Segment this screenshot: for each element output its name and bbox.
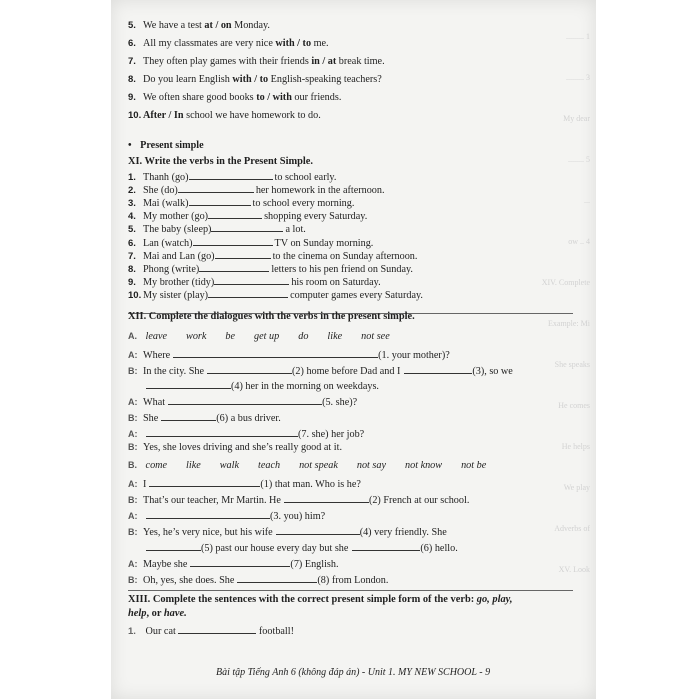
- verb-item: 5. The baby (sleep) a lot.: [128, 224, 306, 236]
- speaker-label: B:: [128, 413, 138, 423]
- verb-item: 1. Thanh (go) to school early.: [128, 172, 337, 183]
- choice-options[interactable]: After / In: [143, 110, 184, 121]
- bleed-line: Example: Mi: [548, 319, 590, 328]
- bleed-line: ......... 3: [566, 73, 590, 82]
- answer-blank[interactable]: [146, 509, 270, 519]
- answer-blank[interactable]: [168, 395, 322, 405]
- speaker-label: B:: [128, 527, 138, 537]
- present-simple-heading: • Present simple: [128, 140, 204, 151]
- dialogue-line: B: She (6) a bus driver.: [128, 413, 281, 424]
- word-bank-word: not speak: [299, 460, 338, 471]
- choice-options[interactable]: with / to: [232, 74, 269, 85]
- choice-options[interactable]: with / to: [275, 38, 312, 49]
- verb-item: 2. She (do) her homework in the afternoon.: [128, 185, 385, 197]
- word-bank-word: not say: [356, 460, 386, 471]
- word-bank-word: get up: [254, 331, 280, 342]
- answer-blank[interactable]: [404, 364, 472, 374]
- bleed-line: ........ 5: [568, 155, 590, 164]
- word-bank-word: like: [327, 331, 343, 342]
- divider: [128, 590, 573, 591]
- speaker-label: B:: [128, 495, 138, 505]
- word-bank-word: walk: [219, 460, 240, 471]
- verb-item: 7. Mai and Lan (go) to the cinema on Sunday afternoon.: [128, 250, 418, 262]
- speaker-label: A:: [128, 429, 138, 439]
- sentence-row: 9. We often share good books to / with our friends.: [128, 92, 342, 103]
- bleed-line: ...: [584, 196, 590, 205]
- bleed-line: He helps: [561, 442, 590, 451]
- dialogue-line: B: In the city. She (2) home before Dad and I (3), so we: [128, 366, 513, 377]
- verb-item: 3. Mai (walk) to school every morning.: [128, 198, 355, 210]
- page-footer: Bài tập Tiếng Anh 6 (không đáp án) - Unit 1. MY NEW SCHOOL - 9: [216, 667, 491, 678]
- choice-options[interactable]: in / at: [311, 56, 337, 67]
- verb-item: 10. My sister (play) computer games every Saturday.: [128, 289, 423, 301]
- bleed-line: She speaks: [554, 360, 590, 369]
- dialogue-line: A: I (1) that man. Who is he?: [128, 479, 361, 490]
- word-bank-word: come: [145, 460, 168, 471]
- bleed-line: He comes: [558, 401, 590, 410]
- answer-blank[interactable]: [173, 348, 378, 358]
- answer-blank[interactable]: [178, 183, 254, 193]
- book-page: [111, 0, 596, 699]
- answer-blank[interactable]: [146, 541, 201, 551]
- answer-blank[interactable]: [193, 236, 273, 246]
- dialogue-line: B: Oh, yes, she does. She (8) from London.: [128, 575, 389, 586]
- bleed-line: Adverbs of: [554, 524, 590, 533]
- word-bank-word: teach: [258, 460, 281, 471]
- answer-blank[interactable]: [178, 624, 256, 634]
- bleed-line: We play: [563, 483, 590, 492]
- choice-options[interactable]: to / with: [256, 92, 292, 103]
- speaker-label: A:: [128, 511, 138, 521]
- speaker-label: B:: [128, 366, 138, 376]
- word-bank-a: A. leave work be get up do like not see: [128, 331, 390, 342]
- verb-item: 9. My brother (tidy) his room on Saturday.: [128, 276, 381, 288]
- dialogue-line: (5) past our house every day but she (6) hello.: [128, 541, 458, 554]
- dialogue-line: A: (3. you) him?: [128, 511, 326, 522]
- answer-blank[interactable]: [146, 379, 231, 389]
- word-bank-word: not see: [361, 331, 390, 342]
- dialogue-line: A: Where (1. your mother)?: [128, 350, 450, 361]
- dialogue-line: B: Yes, he’s very nice, but his wife (4) very friendly. She: [128, 527, 447, 538]
- bleed-line: My dear: [563, 114, 590, 123]
- answer-blank[interactable]: [211, 222, 283, 232]
- sentence-row: 6. All my classmates are very nice with / to me.: [128, 38, 329, 49]
- answer-blank[interactable]: [199, 262, 269, 272]
- answer-blank[interactable]: [215, 249, 271, 259]
- sentence-row: 8. Do you learn English with / to English-speaking teachers?: [128, 74, 382, 85]
- answer-blank[interactable]: [208, 288, 288, 298]
- answer-blank[interactable]: [190, 557, 290, 567]
- sentence-row: 10. After / In school we have homework to do.: [128, 110, 321, 121]
- answer-blank[interactable]: [161, 411, 216, 421]
- speaker-label: A:: [128, 559, 138, 569]
- bleed-line: ow .. 4: [568, 237, 590, 246]
- word-bank-word: not know: [405, 460, 443, 471]
- answer-blank[interactable]: [189, 196, 251, 206]
- verb-item: 4. My mother (go) shopping every Saturday.: [128, 211, 368, 223]
- bleed-through-text: [520, 30, 590, 630]
- word-bank-word: work: [186, 331, 207, 342]
- exercise-xi-title: XI. Write the verbs in the Present Simple.: [128, 156, 313, 167]
- dialogue-line: A: What (5. she)?: [128, 397, 358, 408]
- speaker-label: A:: [128, 479, 138, 489]
- verb-item: 6. Lan (watch) TV on Sunday morning.: [128, 237, 374, 249]
- word-bank-b: B. come like walk teach not speak not say not know not be: [128, 460, 487, 471]
- choice-options[interactable]: at / on: [204, 20, 232, 31]
- dialogue-line: A: Maybe she (7) English.: [128, 559, 339, 570]
- sentence-row: 5. We have a test at / on Monday.: [128, 20, 270, 31]
- answer-blank[interactable]: [146, 427, 298, 437]
- answer-blank[interactable]: [284, 493, 369, 503]
- exercise-xii-title: XII. Complete the dialogues with the verbs in the present simple.: [128, 311, 415, 322]
- dialogue-line: (4) her in the morning on weekdays.: [128, 379, 379, 392]
- sentence-row: 7. They often play games with their friends in / at break time.: [128, 56, 385, 67]
- answer-blank[interactable]: [352, 541, 420, 551]
- word-bank-word: be: [225, 331, 236, 342]
- speaker-label: B:: [128, 575, 138, 585]
- word-bank-word: do: [298, 331, 309, 342]
- answer-blank[interactable]: [214, 275, 289, 285]
- word-bank-word: like: [186, 460, 201, 471]
- dialogue-line: A: (7. she) her job?: [128, 429, 365, 440]
- answer-blank[interactable]: [207, 364, 292, 374]
- speaker-label: A:: [128, 397, 138, 407]
- answer-blank[interactable]: [208, 209, 262, 219]
- verb-item: 8. Phong (write) letters to his pen friend on Sunday.: [128, 263, 413, 275]
- dialogue-line: B: That’s our teacher, Mr Martin. He (2) French at our school.: [128, 495, 470, 506]
- answer-blank[interactable]: [189, 170, 273, 180]
- bleed-line: XIV. Complete: [541, 278, 590, 287]
- word-bank-word: leave: [145, 331, 168, 342]
- dialogue-line: B: Yes, she loves driving and she’s really good at it.: [128, 442, 343, 453]
- answer-blank[interactable]: [237, 573, 317, 583]
- word-bank-word: not be: [461, 460, 487, 471]
- speaker-label: A:: [128, 350, 138, 360]
- exercise-xiii-title: XIII. Complete the sentences with the correct present simple form of the verb: go, play, help, or have.: [128, 594, 513, 619]
- exercise-xiii-item-1: 1. Our cat football!: [128, 626, 294, 637]
- bleed-line: ......... 1: [566, 32, 590, 41]
- answer-blank[interactable]: [149, 477, 260, 487]
- speaker-label: B:: [128, 442, 138, 452]
- bullet-icon: •: [128, 140, 132, 151]
- answer-blank[interactable]: [276, 525, 360, 535]
- bleed-line: XV. Look: [558, 565, 590, 574]
